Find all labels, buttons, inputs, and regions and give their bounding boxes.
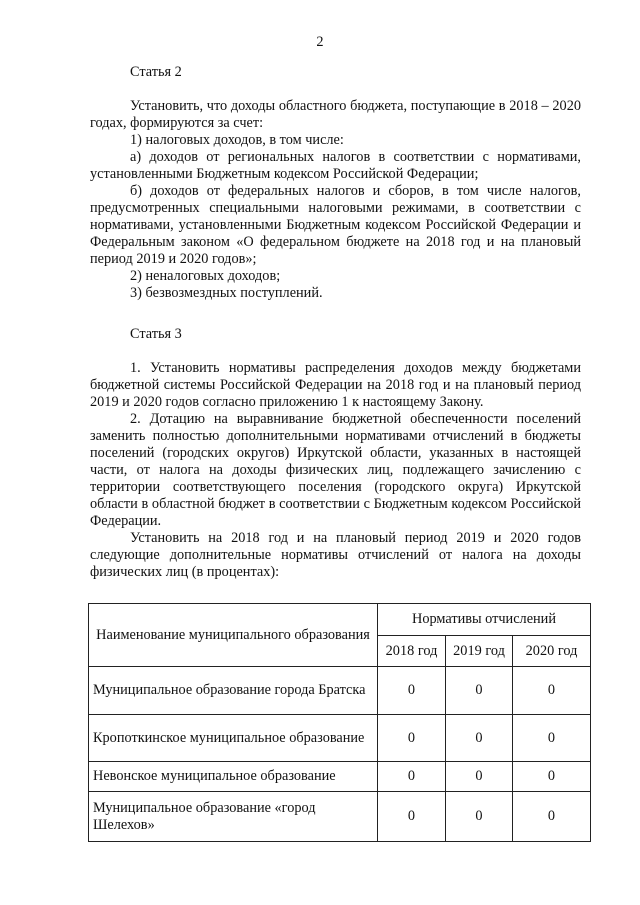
article-3-table-intro: Установить на 2018 год и на плановый период 2019 и 2020 годов следующие дополнительные нормативы отчислений от налога на доходы физических лиц (в процентах): xyxy=(90,530,581,580)
article-2-heading: Статья 2 xyxy=(130,64,182,80)
article-3-body xyxy=(90,360,581,581)
page-number: 2 xyxy=(316,34,324,50)
year-2018-header: 2018 год xyxy=(378,636,446,667)
value-2018: 0 xyxy=(378,667,446,715)
value-2019: 0 xyxy=(446,715,513,762)
value-2018: 0 xyxy=(378,762,446,792)
name-column-header: Наименование муниципального образования xyxy=(89,604,378,667)
value-2020: 0 xyxy=(513,762,591,792)
table-row xyxy=(89,762,591,792)
table-row xyxy=(89,792,591,842)
value-2019: 0 xyxy=(446,667,513,715)
article-2-item-1b: б) доходов от федеральных налогов и сборов, в том числе налогов, предусмотренных специальными налоговыми режимами, в соответствии с нормативами, установленными Бюджетным кодексом Российской Федерации и Федеральным законом «О федеральном бюджете на 2018 год и на плановый период 2019 и 2020 годов»; xyxy=(90,183,581,267)
year-2019-header: 2019 год xyxy=(446,636,513,667)
municipality-name: Невонское муниципальное образование xyxy=(89,762,378,792)
municipality-name: Кропоткинское муниципальное образование xyxy=(89,715,378,762)
table-row xyxy=(89,667,591,715)
value-2018: 0 xyxy=(378,792,446,842)
article-3-part-1: 1. Установить нормативы распределения доходов между бюджетами бюджетной системы Российской Федерации на 2018 год и на плановый период 2019 и 2020 годов согласно приложению 1 к настоящему Закону. xyxy=(90,360,581,410)
value-2020: 0 xyxy=(513,715,591,762)
article-3-heading: Статья 3 xyxy=(130,326,182,342)
value-2019: 0 xyxy=(446,762,513,792)
article-3-part-2: 2. Дотацию на выравнивание бюджетной обеспеченности поселений заменить полностью дополнительными нормативами отчислений в бюджеты поселений (городских округов) Иркутской области, указанных в настоящей части, от налога на доходы физических лиц, подлежащего зачислению с территории соответствующего поселения (городского округа) Иркутской области в областной бюджет в соответствии с Бюджетным кодексом Российской Федерации. xyxy=(90,411,581,529)
year-2020-header: 2020 год xyxy=(513,636,591,667)
article-2-item-1: 1) налоговых доходов, в том числе: xyxy=(130,132,344,148)
table-header-row xyxy=(89,604,591,636)
article-2-item-2: 2) неналоговых доходов; xyxy=(130,268,281,284)
municipality-name: Муниципальное образование «город Шелехов» xyxy=(89,792,378,842)
value-2019: 0 xyxy=(446,792,513,842)
norms-group-header: Нормативы отчислений xyxy=(378,604,591,636)
article-2-item-3: 3) безвозмездных поступлений. xyxy=(130,285,323,301)
article-2-body xyxy=(90,98,581,302)
table-row xyxy=(89,715,591,762)
municipality-name: Муниципальное образование города Братска xyxy=(89,667,378,715)
value-2020: 0 xyxy=(513,792,591,842)
article-2-intro: Установить, что доходы областного бюджета, поступающие в 2018 – 2020 годах, формируются за счет: xyxy=(90,98,581,131)
value-2020: 0 xyxy=(513,667,591,715)
value-2018: 0 xyxy=(378,715,446,762)
article-2-item-1a: а) доходов от региональных налогов в соответствии с нормативами, установленными Бюджетным кодексом Российской Федерации; xyxy=(90,149,581,182)
norms-table xyxy=(88,603,591,842)
